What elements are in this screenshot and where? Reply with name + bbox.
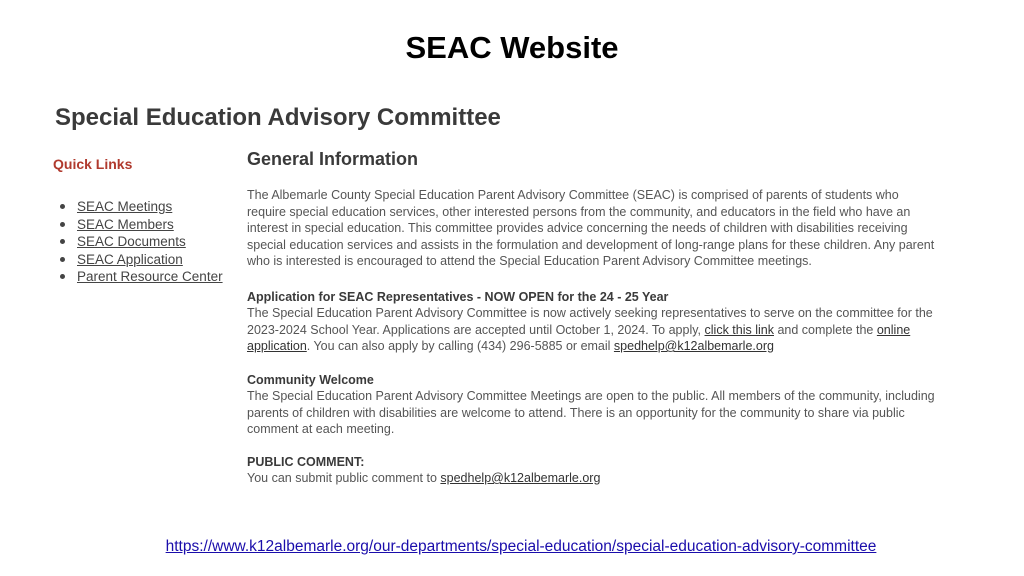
public-comment-heading: PUBLIC COMMENT:	[247, 454, 365, 469]
public-comment-text: You can submit public comment to	[247, 471, 437, 485]
list-item	[77, 251, 223, 269]
online-application-link[interactable]: online application	[247, 322, 911, 353]
quick-link-seac-meetings[interactable]: SEAC Meetings	[77, 199, 173, 214]
community-text: The Special Education Parent Advisory Committee Meetings are open to the public. All members of the community, including parents of children with disabilities are welcome to attend. There is an opportunity for the community to share via public comment at each meeting.	[247, 389, 935, 436]
list-item	[77, 198, 223, 216]
public-comment-email-link[interactable]: spedhelp@k12albemarle.org	[440, 471, 601, 485]
quick-links-list	[77, 198, 223, 286]
application-heading: Application for SEAC Representatives - NOW OPEN for the 24 - 25 Year	[247, 289, 669, 304]
application-email-link[interactable]: spedhelp@k12albemarle.org	[613, 339, 774, 353]
application-text-2: and complete the	[777, 322, 874, 337]
general-information-title: General Information	[247, 149, 419, 169]
quick-link-seac-documents[interactable]: SEAC Documents	[77, 234, 186, 250]
application-section	[247, 289, 937, 355]
slide-title: SEAC Website	[405, 30, 619, 65]
website-screenshot	[48, 100, 948, 530]
list-item	[77, 268, 223, 286]
application-text-3: . You can also apply by calling (434) 296-5885 or email	[306, 339, 611, 353]
website-url-link[interactable]: https://www.k12albemarle.org/our-departments/special-education/special-education-advisory-committee	[165, 538, 877, 555]
community-heading: Community Welcome	[247, 372, 374, 387]
quick-link-seac-application[interactable]: SEAC Application	[77, 251, 183, 267]
quick-link-seac-members[interactable]: SEAC Members	[77, 216, 174, 232]
general-information-section	[247, 148, 937, 487]
community-section	[247, 372, 937, 438]
public-comment-section	[247, 454, 937, 487]
quick-link-parent-resource-center[interactable]: Parent Resource Center	[77, 269, 223, 285]
list-item	[77, 233, 223, 251]
intro-paragraph: The Albemarle County Special Education Parent Advisory Committee (SEAC) is comprised of parents of students who require special education services, other interested persons from the community, and educators in the field who have an interest in special education. This committee provides advice concerning the needs of children with disabilities receiving special education services and assists in the formulation and development of long-range plans for these children. Any parent who is interested is encouraged to attend the Special Education Parent Advisory Committee meetings.	[247, 188, 935, 268]
click-this-link[interactable]: click this link	[704, 322, 774, 337]
quick-links-title: Quick Links	[53, 156, 133, 172]
site-title: Special Education Advisory Committee	[55, 104, 501, 131]
list-item	[77, 216, 223, 234]
application-text-1: The Special Education Parent Advisory Committee is now actively seeking representatives to serve on the committee for the 2023-2024 School Year. Applications are accepted until October 1, 2024. To apply,	[247, 306, 933, 337]
